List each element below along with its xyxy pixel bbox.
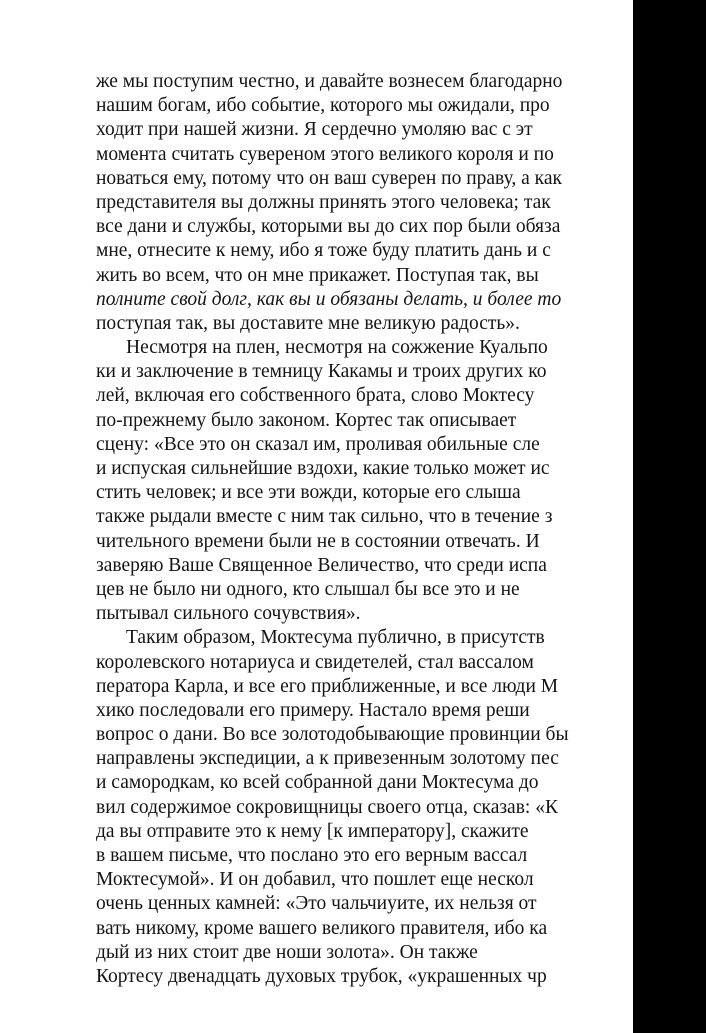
text-line: мне, отнесите к нему, ибо я тоже буду платить дань и с bbox=[96, 240, 551, 262]
text-line: также рыдали вместе с ним так сильно, что в течение з bbox=[96, 506, 553, 528]
text-line: дый из них стоит две ноши золота». Он также bbox=[96, 941, 478, 963]
text-line: цев не было ни одного, кто слышал бы все это и не bbox=[96, 578, 520, 600]
text-line: Таким образом, Моктесума публично, в присутств bbox=[126, 627, 545, 649]
text-line: момента считать сувереном этого великого короля и по bbox=[96, 143, 554, 165]
text-line: по-прежнему было законом. Кортес так описывает bbox=[96, 409, 517, 431]
text-line: Кортесу двенадцать духовых трубок, «украшенных чр bbox=[96, 965, 547, 987]
text-line: ходит при нашей жизни. Я сердечно умоляю вас с эт bbox=[96, 119, 533, 141]
text-line: же мы поступим честно, и давайте вознесем благодарно bbox=[96, 71, 563, 92]
text-line: и испуская сильнейшие вздохи, какие только может ис bbox=[96, 458, 550, 479]
text-line: очень ценных камней: «Это чальчиуите, их нельзя от bbox=[96, 893, 537, 915]
body-text bbox=[96, 70, 656, 989]
scan-dark-edge bbox=[633, 0, 706, 1033]
text-line: да вы отправите это к нему [к императору], скажите bbox=[96, 820, 529, 842]
text-line: хико последовали его примеру. Настало время реши bbox=[96, 699, 530, 721]
text-line: вать никому, кроме вашего великого правителя, ибо ка bbox=[96, 917, 548, 939]
text-line: Несмотря на плен, несмотря на сожжение Куальпо bbox=[126, 337, 548, 359]
text-line: ки и заключение в темницу Какамы и троих других ко bbox=[96, 361, 547, 383]
text-line: поступая так, вы доставите мне великую радость». bbox=[96, 312, 520, 334]
text-line: нашим богам, ибо событие, которого мы ожидали, про bbox=[96, 95, 550, 117]
text-line: вил содержимое сокровищницы своего отца, сказав: «К bbox=[96, 796, 558, 818]
text-line: заверяю Ваше Священное Величество, что среди испа bbox=[96, 554, 547, 576]
text-line: сцену: «Все это он сказал им, проливая обильные сле bbox=[96, 433, 540, 455]
text-line: представителя вы должны принять этого человека; так bbox=[96, 191, 551, 213]
text-line: ператора Карла, и все его приближенные, и все люди М bbox=[96, 675, 559, 697]
text-line: королевского нотариуса и свидетелей, стал вассалом bbox=[96, 651, 534, 673]
text-line: полните свой долг, как вы и обязаны делать, и более то bbox=[96, 288, 562, 310]
text-line: направлены экспедиции, а к привезенным золотому пес bbox=[96, 748, 559, 770]
text-line: пытывал сильного сочувствия». bbox=[96, 603, 361, 625]
text-line: жить во всем, что он мне прикажет. Поступая так, вы bbox=[96, 264, 539, 286]
text-line: стить человек; и все эти вожди, которые его слыша bbox=[96, 482, 521, 504]
text-line: лей, включая его собственного брата, слово Моктесу bbox=[96, 385, 535, 407]
text-line: новаться ему, потому что он ваш суверен по праву, а как bbox=[96, 167, 562, 189]
text-line: в вашем письме, что послано это его верным вассал bbox=[96, 845, 528, 866]
text-line: чительного времени были не в состоянии отвечать. И bbox=[96, 530, 540, 552]
text-line: Моктесумой». И он добавил, что пошлет еще нескол bbox=[96, 869, 534, 891]
text-line: все дани и службы, которыми вы до сих пор были обяза bbox=[96, 216, 561, 238]
text-line: и самородкам, ко всей собранной дани Моктесума до bbox=[96, 772, 539, 794]
text-line: вопрос о дани. Во все золотодобывающие провинции бы bbox=[96, 724, 569, 746]
